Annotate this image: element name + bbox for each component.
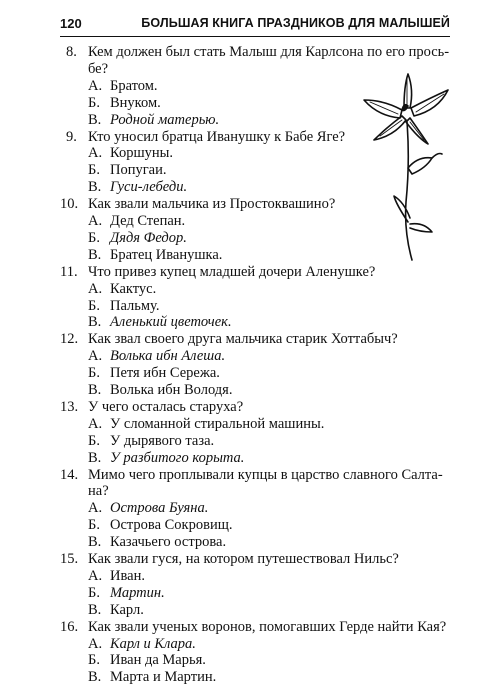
option-letter: В. — [88, 669, 102, 686]
option-text-correct: Острова Буяна. — [110, 500, 209, 517]
question-number: 12. — [60, 331, 79, 348]
flower-illustration — [358, 72, 454, 262]
option-letter: А. — [88, 280, 103, 297]
option-letter: А. — [88, 415, 103, 432]
option-letter: А. — [88, 348, 103, 365]
option-letter: Б. — [88, 94, 100, 111]
page-number: 120 — [60, 16, 82, 31]
option-letter: А. — [88, 213, 103, 229]
question-number: 16. — [60, 618, 79, 635]
option-text-correct: Дядя Федор. — [110, 229, 187, 246]
question-number: 14. — [60, 466, 79, 483]
question-text: У чего осталась старуха? — [88, 398, 244, 415]
question-text: Как звали мальчика из Простоквашино? — [88, 196, 336, 213]
option-text: Кактус. — [110, 280, 157, 297]
option-text: Внуком. — [110, 94, 161, 111]
option-text: Волька ибн Володя. — [110, 382, 233, 398]
option-letter: Б. — [88, 297, 100, 314]
option-text-correct: Аленький цветочек. — [110, 314, 232, 331]
option-letter: Б. — [88, 517, 100, 534]
option-letter: А. — [88, 145, 103, 162]
option-text-correct: Гуси-лебеди. — [110, 179, 188, 196]
option-text-correct: У разбитого корыта. — [110, 449, 245, 466]
option-letter: Б. — [88, 584, 100, 601]
option-text: Братом. — [110, 77, 158, 94]
option-letter: Б. — [88, 229, 100, 246]
question-text: Как звали гуся, на котором путешествовал Нильс? — [88, 551, 399, 567]
question-text: Кто уносил братца Иванушку к Бабе Яге? — [88, 128, 346, 145]
question-text: Мимо чего проплывали купцы в царство славного Салта- — [88, 466, 443, 483]
option-text: Петя ибн Сережа. — [110, 365, 220, 382]
option-text: Братец Иванушка. — [110, 246, 223, 263]
option-text-correct: Родной матерью. — [110, 111, 220, 128]
option-letter: А. — [88, 567, 103, 584]
option-text-correct: Волька ибн Алеша. — [110, 348, 226, 365]
option-text: Дед Степан. — [110, 213, 186, 229]
question-number: 15. — [60, 551, 79, 567]
option-letter: Б. — [88, 365, 100, 382]
page-header — [60, 14, 450, 37]
option-letter: Б. — [88, 162, 100, 179]
option-text: Острова Сокровищ. — [110, 517, 233, 534]
option-letter: А. — [88, 635, 103, 652]
option-letter: В. — [88, 314, 102, 331]
question-number: 11. — [60, 263, 78, 280]
running-title: БОЛЬШАЯ КНИГА ПРАЗДНИКОВ ДЛЯ МАЛЫШЕЙ — [141, 16, 450, 30]
option-letter: В. — [88, 111, 102, 128]
option-letter: В. — [88, 246, 102, 263]
option-text: Иван. — [110, 567, 145, 584]
option-letter: А. — [88, 500, 103, 517]
question-text: Как звал своего друга мальчика старик Хоттабыч? — [88, 331, 398, 348]
option-letter: Б. — [88, 432, 100, 449]
question-text: бе? — [88, 60, 109, 77]
option-text: Попугаи. — [110, 162, 167, 179]
question-text: Как звали ученых воронов, помогавших Герде найти Кая? — [88, 618, 447, 635]
question-number: 10. — [60, 196, 79, 213]
option-text: Карл. — [110, 601, 144, 618]
option-text: У дырявого таза. — [110, 432, 215, 449]
option-letter: В. — [88, 382, 102, 398]
option-letter: В. — [88, 601, 102, 618]
option-text: Пальму. — [110, 297, 160, 314]
option-letter: Б. — [88, 652, 100, 669]
option-text: Марта и Мартин. — [110, 669, 217, 686]
question-text: на? — [88, 483, 109, 500]
question-text: Кем должен был стать Малыш для Карлсона по его прось- — [88, 44, 450, 60]
option-letter: В. — [88, 449, 102, 466]
option-letter: А. — [88, 77, 103, 94]
option-text-correct: Мартин. — [110, 584, 165, 601]
option-letter: В. — [88, 534, 102, 551]
option-text: У сломанной стиральной машины. — [110, 415, 325, 432]
option-letter: В. — [88, 179, 102, 196]
option-text-correct: Карл и Клара. — [110, 635, 196, 652]
question-number: 13. — [60, 398, 79, 415]
option-text: Казачьего острова. — [110, 534, 227, 551]
option-text: Коршуны. — [110, 145, 173, 162]
question-text: Что привез купец младшей дочери Аленушке? — [88, 263, 376, 280]
question-number: 8. — [66, 44, 77, 60]
question-number: 9. — [66, 128, 77, 145]
option-text: Иван да Марья. — [110, 652, 206, 669]
